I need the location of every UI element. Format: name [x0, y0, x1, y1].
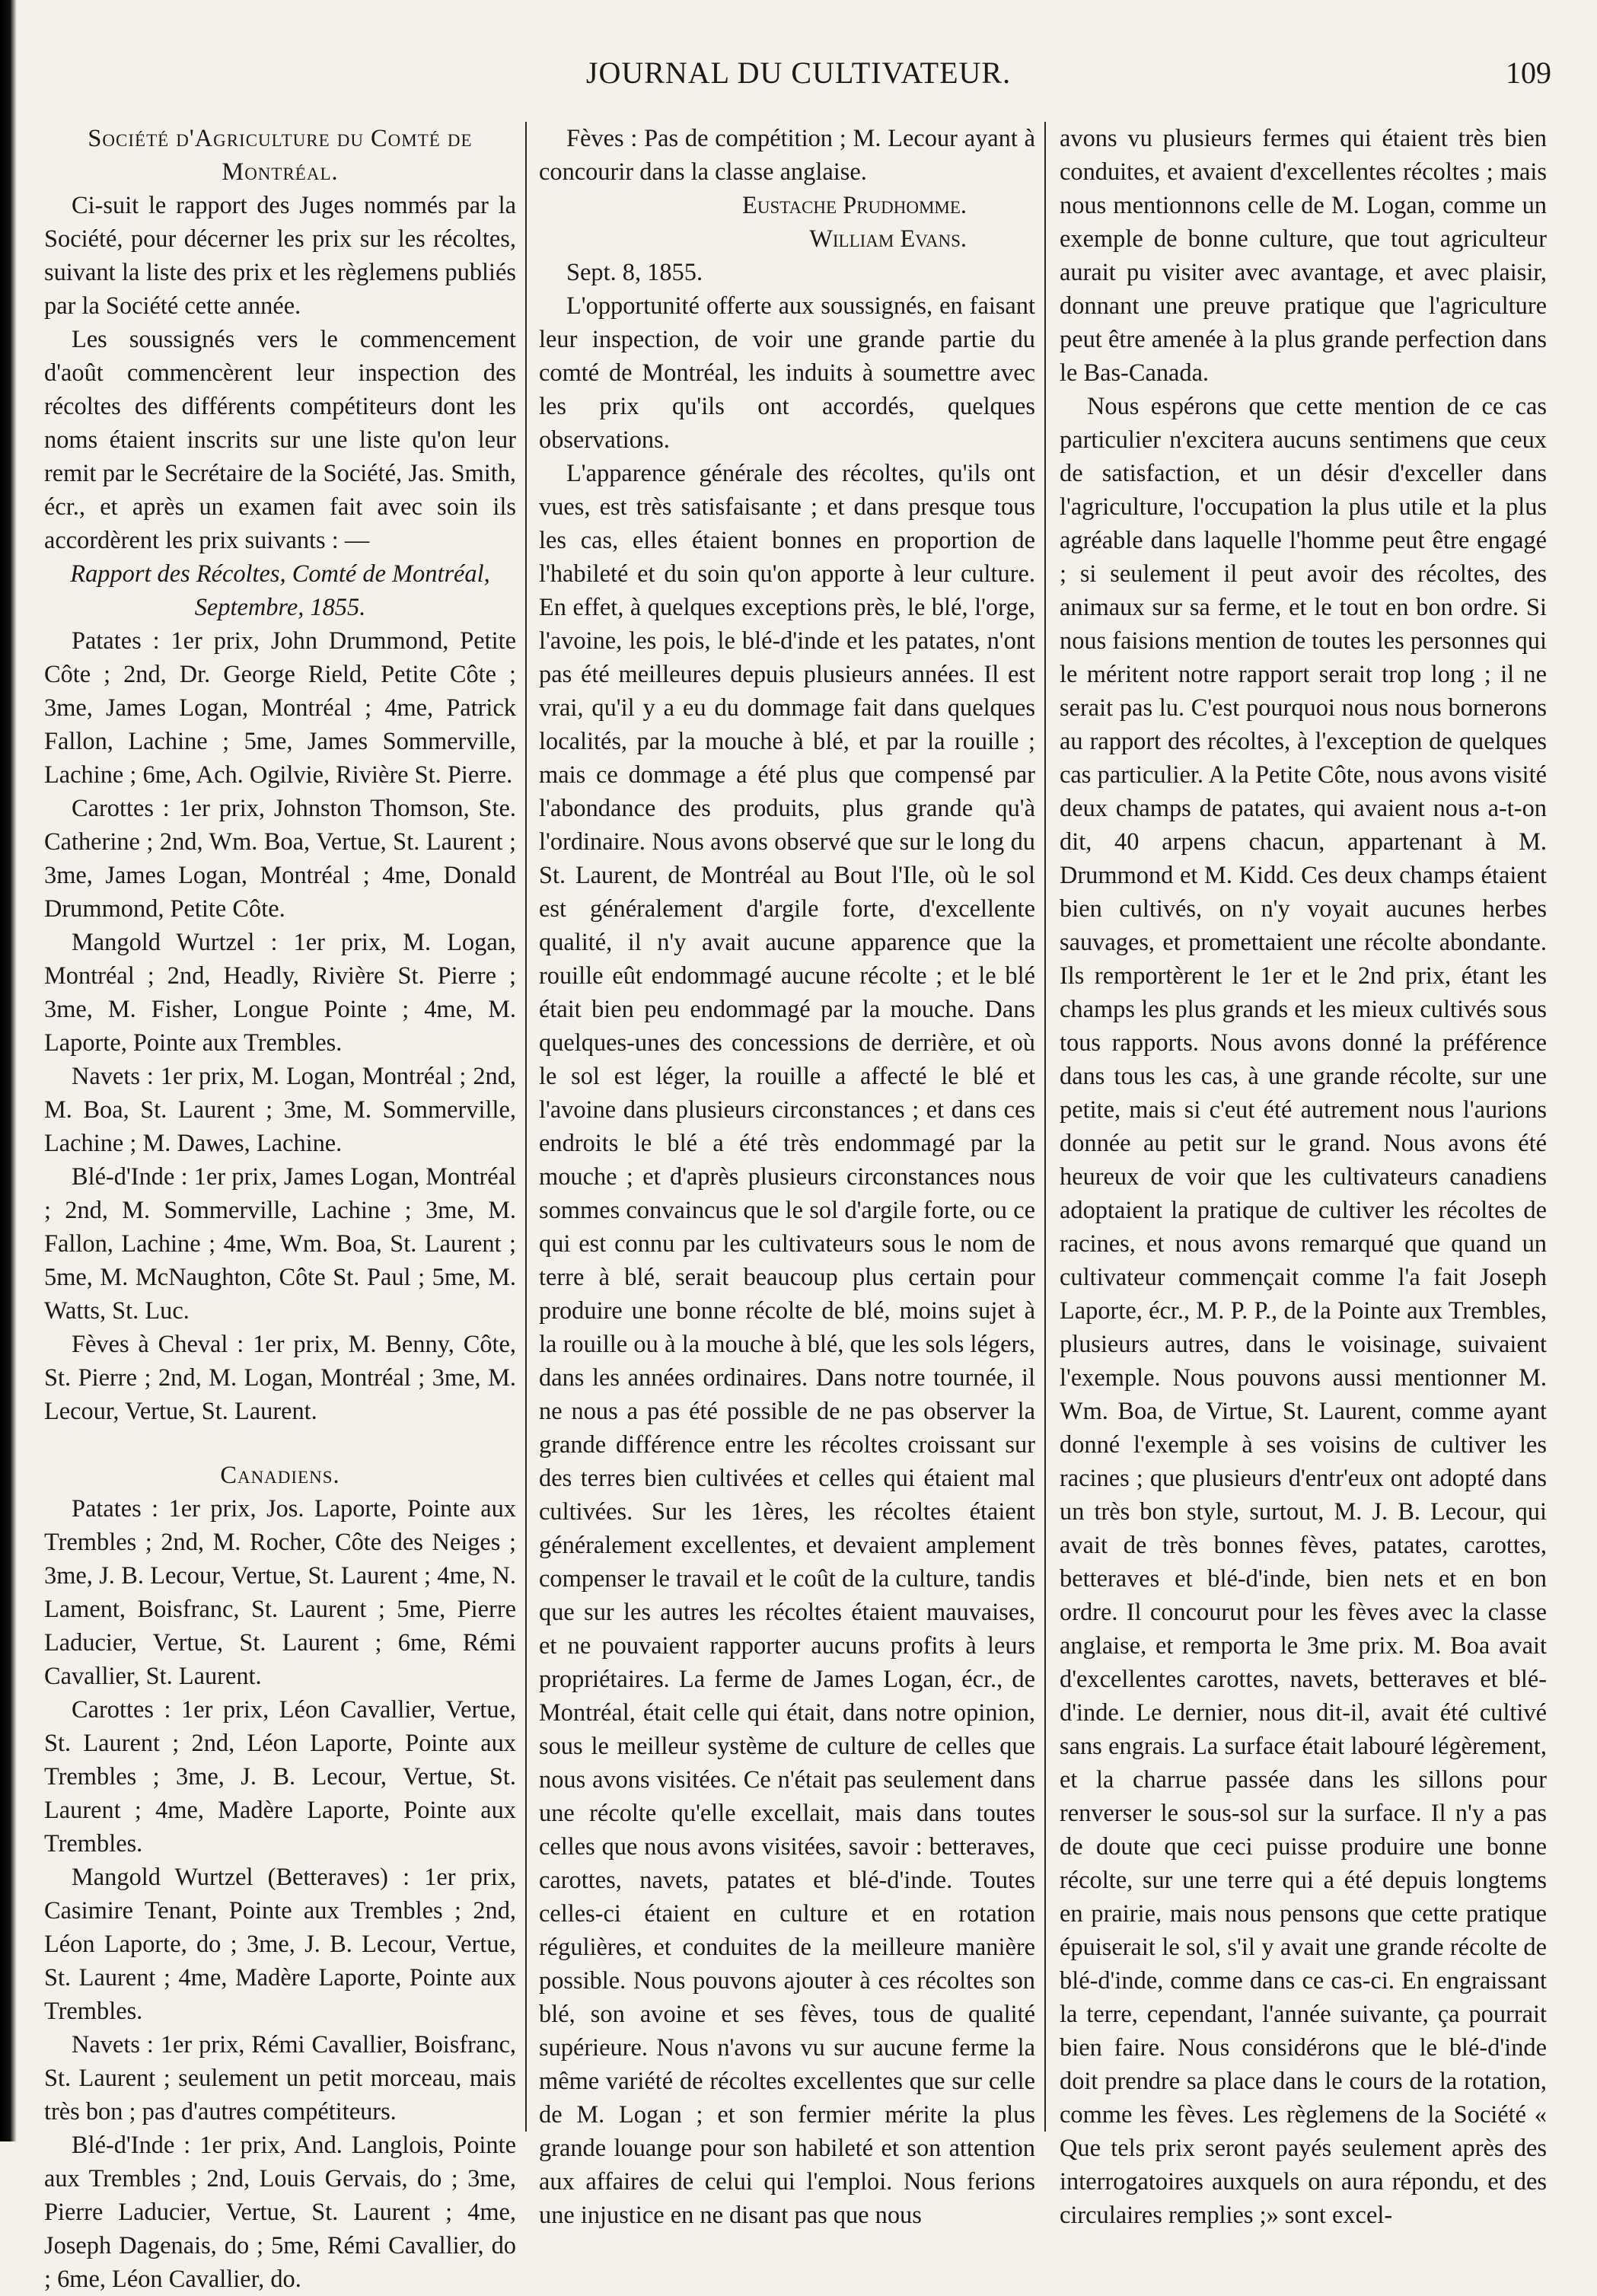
section-heading: Société d'Agriculture du Comté de Montréal.	[88, 125, 473, 186]
column-middle	[539, 122, 1035, 2232]
signature-prudhomme: Eustache Prudhomme.	[742, 192, 967, 219]
prize-list-navets: Navets : 1er prix, M. Logan, Montréal ; 2nd, M. Boa, St. Laurent ; 3me, M. Sommerville, Lachine ; M. Dawes, Lachine.	[44, 1063, 516, 1157]
prize-list-ble-dinde: Blé-d'Inde : 1er prix, James Logan, Montréal ; 2nd, M. Sommerville, Lachine ; 3me, M. Fallon, Lachine ; 4me, Wm. Boa, St. Laurent ; 5me, M. McNaughton, Côte St. Paul ; 5me, M. Watts, St. Luc.	[44, 1163, 516, 1325]
paragraph: Ci-suit le rapport des Juges nommés par la Société, pour décerner les prix sur les récoltes, suivant la liste des prix et les règlemens publiés par la Société cette année.	[44, 192, 516, 320]
paragraph: Nous espérons que cette mention de ce cas particulier n'excitera aucuns sentimens que ceux de satisfaction, et un désir d'exceller dans l'agriculture, l'occupation la plus utile et la plus agréable dans laquelle l'homme peut être engagé ; si seulement il peut avoir des récoltes, des animaux sur sa ferme, et le tout en bon ordre. Si nous faisions mention de toutes les personnes qui le méritent notre rapport serait trop long ; il ne serait pas lu. C'est pourquoi nous nous bornerons au rapport des récoltes, à l'exception de quelques cas particulier. A la Petite Côte, nous avons visité deux champs de patates, qui avaient nous a-t-on dit, 40 arpens chacun, appartenant à M. Drummond et M. Kidd. Ces deux champs étaient bien cultivés, on n'y voyait aucunes herbes sauvages, et promettaient une récolte abondante. Ils remportèrent le 1er et le 2nd prix, étant les champs les plus grands et les mieux cultivés sous tous rapports. Nous avons donné la préférence dans tous les cas, à une grande récolte, sur une petite, mais si c'eut été autrement nous l'aurions donnée au petit sur le grand. Nous avons été heureux de voir que les cultivateurs canadiens adoptaient la pratique de cultiver les récoltes de racines, et nous avons remarqué que quand un cultivateur commençait comme l'a fait Joseph Laporte, écr., M. P. P., de la Pointe aux Trembles, plusieurs autres, dans le voisinage, suivaient l'exemple. Nous pouvons aussi mentionner M. Wm. Boa, de Virtue, St. Laurent, comme ayant donné l'exemple à ses voisins de cultiver les racines ; que plusieurs d'entr'eux ont adopté dans un très bon style, surtout, M. J. B. Lecour, qui avait de très bonnes fèves, patates, carottes, betteraves et blé-d'inde, bien nets et en bon ordre. Il concourut pour les fèves avec la classe anglaise, et remporta le 3me prix. M. Boa avait d'excellentes carottes, navets, betteraves et blé-d'inde. Le dernier, nous dit-il, avait été cultivé sans engrais. La surface était labouré légèrement, et la charrue passée dans les sillons pour renverser le sous-sol sur la surface. Il n'y a pas de doute que ceci puisse produire une bonne récolte, sur une terre qui a été depuis longtems en prairie, mais nous pensons que cette pratique épuiserait le sol, s'il y avait une grande récolte de blé-d'inde, comme dans ce cas-ci. En engraissant la terre, cependant, l'année suivante, ça pourrait bien faire. Nous considérons que le blé-d'inde doit prendre sa place dans le cours de la rotation, comme les fèves. Les règlemens de la Société « Que tels prix seront payés seulement après des interrogatoires auxquels on aura répondu, et des circulaires remplies ;» sont excel-	[1060, 393, 1547, 2229]
page-number: 109	[1506, 56, 1551, 90]
paragraph: L'opportunité offerte aux soussignés, en faisant leur inspection, de voir une grande partie du comté de Montréal, les induits à soumettre avec les prix qu'ils ont accordés, quelques observations.	[539, 292, 1035, 454]
prize-list-mangold: Mangold Wurtzel : 1er prix, M. Logan, Montréal ; 2nd, Headly, Rivière St. Pierre ; 3me, M. Fisher, Longue Pointe ; 4me, M. Laporte, Pointe aux Trembles.	[44, 929, 516, 1057]
signature-evans: William Evans.	[809, 225, 967, 253]
section-heading-canadiens: Canadiens.	[220, 1462, 340, 1489]
paragraph: avons vu plusieurs fermes qui étaient très bien conduites, et avaient d'excellentes récoltes ; mais nous mentionnons celle de M. Logan, comme un exemple de bonne culture, que tout agriculteur aurait pu visiter avec avantage, et avec plaisir, donnant une preuve pratique que l'agriculture peut être amenée à la plus grande perfection dans le Bas-Canada.	[1060, 125, 1547, 387]
date-line: Sept. 8, 1855.	[566, 259, 703, 286]
paragraph: Fèves : Pas de compétition ; M. Lecour ayant à concourir dans la classe anglaise.	[539, 125, 1035, 186]
prize-list-feves: Fèves à Cheval : 1er prix, M. Benny, Côte, St. Pierre ; 2nd, M. Logan, Montréal ; 3me, M. Lecour, Vertue, St. Laurent.	[44, 1331, 516, 1425]
running-head	[46, 55, 1551, 100]
column-left	[44, 122, 516, 2296]
paragraph: L'apparence générale des récoltes, qu'ils ont vues, est très satisfaisante ; et dans presque tous les cas, elles étaient bonnes en proportion de l'habileté et du soin qu'on apporte à leur culture. En effet, à quelques exceptions près, le blé, l'orge, l'avoine, les pois, le blé-d'inde et les patates, n'ont pas été meilleures depuis plusieurs années. Il est vrai, qu'il y a eu du dommage fait dans quelques localités, par la mouche à blé, et par la rouille ; mais ce dommage a été plus que compensé par l'abondance des produits, plus grande qu'à l'ordinaire. Nous avons observé que sur le long du St. Laurent, de Montréal au Bout l'Ile, où le sol est généralement d'argile forte, d'excellente qualité, il n'y avait aucune apparence que la rouille eût endommagé aucune récolte ; et le blé était bien peu endommagé par la mouche. Dans quelques-unes des concessions de derrière, et où le sol est léger, la rouille a affecté le blé et l'avoine dans plusieurs circonstances ; et dans ces endroits le blé a été très endommagé par la mouche ; et d'après plusieurs circonstances nous sommes convaincus que le sol d'argile forte, ou ce qui est connu par les cultivateurs sous le nom de terre à blé, serait beaucoup plus certain pour produire une bonne récolte de blé, moins sujet à la rouille ou à la mouche à blé, que les sols légers, dans les années ordinaires. Dans notre tournée, il ne nous a pas été possible de ne pas observer la grande différence entre les récoltes croissant sur des terres bien cultivées et celles qui étaient mal cultivées. Sur les 1ères, les récoltes étaient généralement excellentes, et devaient amplement compenser le travail et le coût de la culture, tandis que sur les autres les récoltes étaient mauvaises, et ne pouvaient rapporter aucuns profits à leurs propriétaires. La ferme de James Logan, écr., de Montréal, était celle qui était, dans notre opinion, sous le meilleur système de culture de celles que nous avons visitées. Ce n'était pas seulement dans une récolte qu'elle excellait, mais dans toutes celles que nous avons visitées, savoir : betteraves, carottes, navets, patates et blé-d'inde. Toutes celles-ci étaient en culture et en rotation régulières, et conduites de la meilleure manière possible. Nous pouvons ajouter à ces récoltes son blé, son avoine et ses fèves, tous de qualité supérieure. Nous n'avons vu sur aucune ferme la même variété de récoltes excellentes que sur celle de M. Logan ; et son fermier mérite la plus grande louange pour son habileté et son attention aux affaires de celui qui l'emploi. Nous ferions une injustice en ne disant pas que nous	[539, 460, 1035, 2229]
column-right	[1060, 122, 1547, 2232]
prize-list-patates-canadiens: Patates : 1er prix, Jos. Laporte, Pointe aux Trembles ; 2nd, M. Rocher, Côte des Neiges ; 3me, J. B. Lecour, Vertue, St. Laurent ; 4me, N. Lament, Boisfranc, St. Laurent ; 5me, Pierre Laducier, Vertue, St. Laurent ; 6me, Rémi Cavallier, St. Laurent.	[44, 1495, 516, 1690]
report-title: Rapport des Récoltes, Comté de Montréal, Septembre, 1855.	[70, 560, 490, 621]
prize-list-carottes: Carottes : 1er prix, Johnston Thomson, Ste. Catherine ; 2nd, Wm. Boa, Vertue, St. Laurent ; 3me, James Logan, Montréal ; 4me, Donald Drummond, Petite Côte.	[44, 795, 516, 923]
binding-shadow	[0, 0, 17, 2141]
prize-list-carottes-canadiens: Carottes : 1er prix, Léon Cavallier, Vertue, St. Laurent ; 2nd, Léon Laporte, Pointe aux Trembles ; 3me, J. B. Lecour, Vertue, St. Laurent ; 4me, Madère Laporte, Pointe aux Trembles.	[44, 1696, 516, 1858]
column-rule-left	[525, 122, 527, 2132]
prize-list-navets-canadiens: Navets : 1er prix, Rémi Cavallier, Boisfranc, St. Laurent ; seulement un petit morceau, mais très bon ; pas d'autres compétiteurs.	[44, 2031, 516, 2125]
prize-list-patates: Patates : 1er prix, John Drummond, Petite Côte ; 2nd, Dr. George Rield, Petite Côte ; 3me, James Logan, Montréal ; 4me, Patrick Fallon, Lachine ; 5me, James Sommerville, Lachine ; 6me, Ach. Ogilvie, Rivière St. Pierre.	[44, 627, 516, 789]
journal-title: JOURNAL DU CULTIVATEUR.	[585, 56, 1012, 90]
prize-list-ble-dinde-canadiens: Blé-d'Inde : 1er prix, And. Langlois, Pointe aux Trembles ; 2nd, Louis Gervais, do ; 3me, Pierre Laducier, Vertue, St. Laurent ; 4me, Joseph Dagenais, do ; 5me, Rémi Cavallier, do ; 6me, Léon Cavallier, do.	[44, 2132, 516, 2293]
column-rule-right	[1044, 122, 1046, 2132]
prize-list-mangold-canadiens: Mangold Wurtzel (Betteraves) : 1er prix, Casimire Tenant, Pointe aux Trembles ; 2nd, Léon Laporte, do ; 3me, J. B. Lecour, Vertue, St. Laurent ; 4me, Madère Laporte, Pointe aux Trembles.	[44, 1864, 516, 2025]
paragraph: Les soussignés vers le commencement d'août commencèrent leur inspection des récoltes des différents compétiteurs dont les noms étaient inscrits sur une liste qu'on leur remit par le Secrétaire de la Société, Jas. Smith, écr., et après un examen fait avec soin ils accordèrent les prix suivants : —	[44, 326, 516, 554]
